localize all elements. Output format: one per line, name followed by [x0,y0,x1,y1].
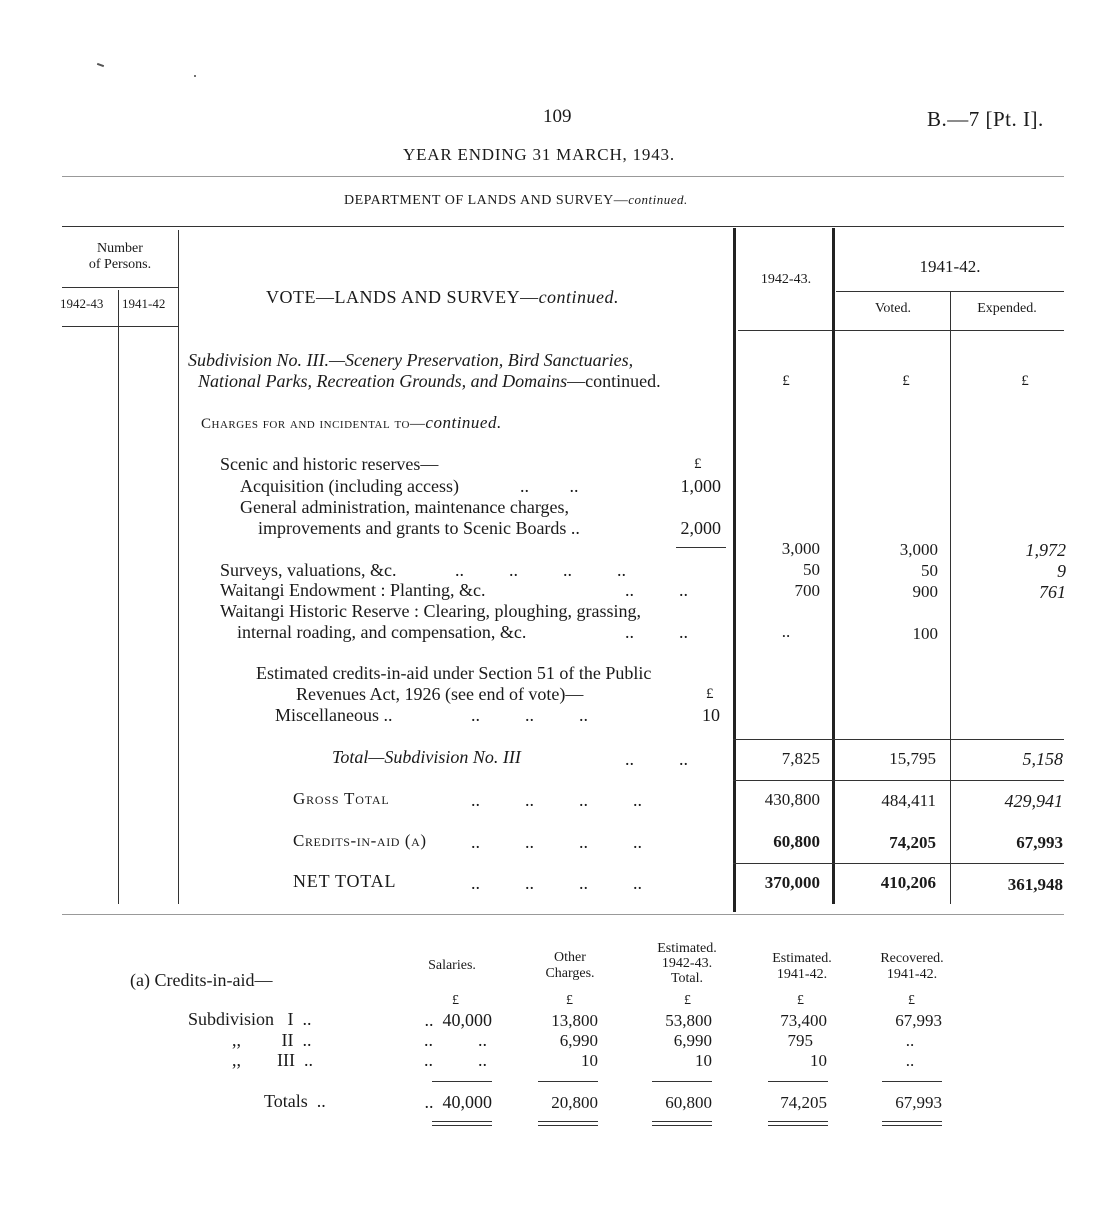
footnote-row-est: 53,800 [665,1011,712,1030]
footnote-rule-other [538,1081,598,1082]
footnote-pound-salaries: £ [452,993,459,1008]
rule-subtotal [733,739,1064,740]
footnote-totals-est: 60,800 [665,1093,712,1112]
footnote-row-label: ,, III .. [232,1050,313,1070]
footnote-row-label: ,, II .. [232,1030,312,1050]
general-admin-line-2: improvements and grants to Scenic Boards .. [258,518,580,538]
vline-persons-right [178,230,179,904]
waitangi-endowment-voted: 900 [912,582,938,601]
acquisition-dots: .. .. [520,476,579,496]
footnote-rule-est4142 [768,1081,828,1082]
footnote-row-salaries: .. 40,000 [424,1010,492,1030]
estimated-credits-line-2: Revenues Act, 1926 (see end of vote)— [296,684,584,704]
surveys-expended: 9 [1057,561,1066,581]
footnote-row-label: Subdivision I .. [188,1009,312,1029]
general-admin-line-1: General administration, maintenance charges, [240,497,570,517]
footnote-row-est: 10 [695,1051,712,1070]
total-subdivision-label: Total—Subdivision No. III [332,747,521,767]
waitangi-endowment-label: Waitangi Endowment : Planting, &c. [220,580,486,600]
credits-in-aid-dots: .. .. .. .. [471,832,642,852]
credits-in-aid-label: Credits-in-aid (a) [293,831,427,850]
footnote-row-other: 10 [581,1051,598,1070]
footnote-totals-other: 20,800 [551,1093,598,1112]
gross-total-label: Gross Total [293,789,390,808]
miscellaneous-value: 10 [702,705,720,725]
gross-total-expended: 429,941 [1004,791,1063,811]
footnote-pound-est4142: £ [797,993,804,1008]
footnote-row-est4142: 73,400 [780,1011,827,1030]
rule-table-top [62,226,1064,227]
waitangi-historic-dots: .. .. [625,622,688,642]
footnote-row-rec: .. [905,1051,915,1070]
footnote-dbl-salaries [432,1121,492,1126]
footnote-rule-salaries [432,1081,492,1082]
footnote-pound-rec: £ [908,993,915,1008]
total-subdivision-expended: 5,158 [1022,749,1063,769]
gross-total-voted: 484,411 [881,791,936,810]
col-persons-1942-43: 1942-43 [60,296,104,311]
year-1941-42-header: 1941-42. [919,257,981,276]
estimated-credits-line-1: Estimated credits-in-aid under Section 51 of the Public [256,663,652,683]
rule-net [733,863,1064,864]
waitangi-endowment-1942-43: 700 [794,581,820,600]
year-title: YEAR ENDING 31 MARCH, 1943. [403,145,675,164]
scenic-expended: 1,972 [1025,540,1066,560]
vote-title: VOTE—LANDS AND SURVEY—continued. [266,287,620,307]
total-subdivision-1942-43: 7,825 [781,749,820,768]
gross-total-1942-43: 430,800 [764,790,820,809]
footnote-other-charges-header: Other Charges. [545,950,595,981]
footnote-dbl-est4142 [768,1121,828,1126]
footnote-row-est4142: 795 [787,1031,813,1050]
footnote-row-rec: 67,993 [895,1011,942,1030]
gross-total-dots: .. .. .. .. [471,790,642,810]
footnote-row-est: 6,990 [673,1031,712,1050]
footnote-row-rec: .. [905,1031,915,1050]
surveys-dots: .. .. .. .. [455,560,626,580]
scenic-voted: 3,000 [899,540,938,559]
waitangi-historic-line-2: internal roading, and compensation, &c. [237,622,527,642]
footnote-row-salaries: .. .. [424,1050,487,1070]
rule-table-bottom [62,914,1064,915]
stray-dot [194,75,196,77]
rule-persons-bottom [62,326,178,327]
voted-header: Voted. [875,301,911,316]
rule-gross [733,780,1064,781]
rule-header-bottom [738,330,1064,331]
footnote-rule-est [652,1081,712,1082]
footnote-recovered-header: Recovered. 1941-42. [880,951,944,982]
footnote-totals-salaries: .. 40,000 [424,1092,492,1112]
acquisition-value: 1,000 [680,476,721,496]
vline-4243-right [832,228,835,904]
miscellaneous-label: Miscellaneous .. [275,705,393,725]
subdivision-line-1: Subdivision No. III.—Scenery Preservation, Bird Sanctuaries, [188,350,634,370]
credits-in-aid-1942-43: 60,800 [773,832,820,851]
footnote-dbl-rec [882,1121,942,1126]
vline-persons-mid [118,290,119,904]
footnote-pound-other: £ [566,993,573,1008]
footnote-estimated-4142-header: Estimated. 1941-42. [772,951,832,982]
rule-scenic-subtotal [676,547,726,548]
waitangi-endowment-expended: 761 [1039,582,1066,602]
scenic-1942-43: 3,000 [781,539,820,558]
surveys-1942-43: 50 [803,560,820,579]
footnote-estimated-4243-header: Estimated. 1942-43. Total. [657,941,717,986]
total-subdivision-voted: 15,795 [889,749,936,768]
col-persons-1941-42: 1941-42 [122,296,166,311]
footnote-dbl-other [538,1121,598,1126]
net-total-label: NET TOTAL [293,871,397,891]
rule-persons [62,287,178,288]
pound-1942-43: £ [782,373,790,389]
footnote-row-salaries: .. .. [424,1030,487,1050]
waitangi-historic-voted: 100 [912,624,938,643]
net-total-voted: 410,206 [880,873,936,892]
footnote-totals-est4142: 74,205 [780,1093,827,1112]
year-1942-43-header: 1942-43. [760,272,812,287]
waitangi-historic-line-1: Waitangi Historic Reserve : Clearing, ploughing, grassing, [220,601,641,621]
scenic-reserves-label: Scenic and historic reserves— [220,454,439,474]
document-reference: B.—7 [Pt. I]. [927,107,1044,131]
surveys-voted: 50 [921,561,938,580]
pound-expended: £ [1021,373,1029,389]
number-of-persons-header: Number of Persons. [88,241,152,272]
footnote-dbl-est [652,1121,712,1126]
general-admin-value: 2,000 [680,518,721,538]
net-total-dots: .. .. .. .. [471,873,642,893]
pound-voted: £ [902,373,910,389]
charges-heading: Charges for and incidental to—continued. [201,413,502,432]
acquisition-label: Acquisition (including access) [240,476,459,496]
waitangi-historic-1942-43: .. [781,622,791,641]
page-number: 109 [543,106,572,127]
credits-in-aid-expended: 67,993 [1016,833,1063,852]
footnote-salaries-header: Salaries. [428,958,476,973]
credits-in-aid-voted: 74,205 [889,833,936,852]
net-total-expended: 361,948 [1007,875,1063,894]
footnote-totals-rec: 67,993 [895,1093,942,1112]
stray-mark [97,63,104,67]
footnote-rule-rec [882,1081,942,1082]
waitangi-endowment-dots: .. .. [625,580,688,600]
expended-header: Expended. [977,301,1037,316]
subdivision-line-2: National Parks, Recreation Grounds, and Domains—continued. [198,371,661,391]
estimated-credits-pound: £ [706,686,714,702]
footnote-row-other: 13,800 [551,1011,598,1030]
footnote-row-other: 6,990 [559,1031,598,1050]
net-total-1942-43: 370,000 [764,873,820,892]
scenic-pound: £ [694,456,702,472]
footnote-row-est4142: 10 [810,1051,827,1070]
vline-desc-right [733,228,736,912]
total-subdivision-dots: .. .. [625,749,688,769]
surveys-label: Surveys, valuations, &c. [220,560,397,580]
miscellaneous-dots: .. .. .. [471,705,588,725]
footnote-label: (a) Credits-in-aid— [130,970,273,990]
footnote-totals-label: Totals .. [264,1091,326,1111]
department-title: DEPARTMENT OF LANDS AND SURVEY—continued. [344,192,688,208]
rule-top [62,176,1064,177]
footnote-pound-est: £ [684,993,691,1008]
